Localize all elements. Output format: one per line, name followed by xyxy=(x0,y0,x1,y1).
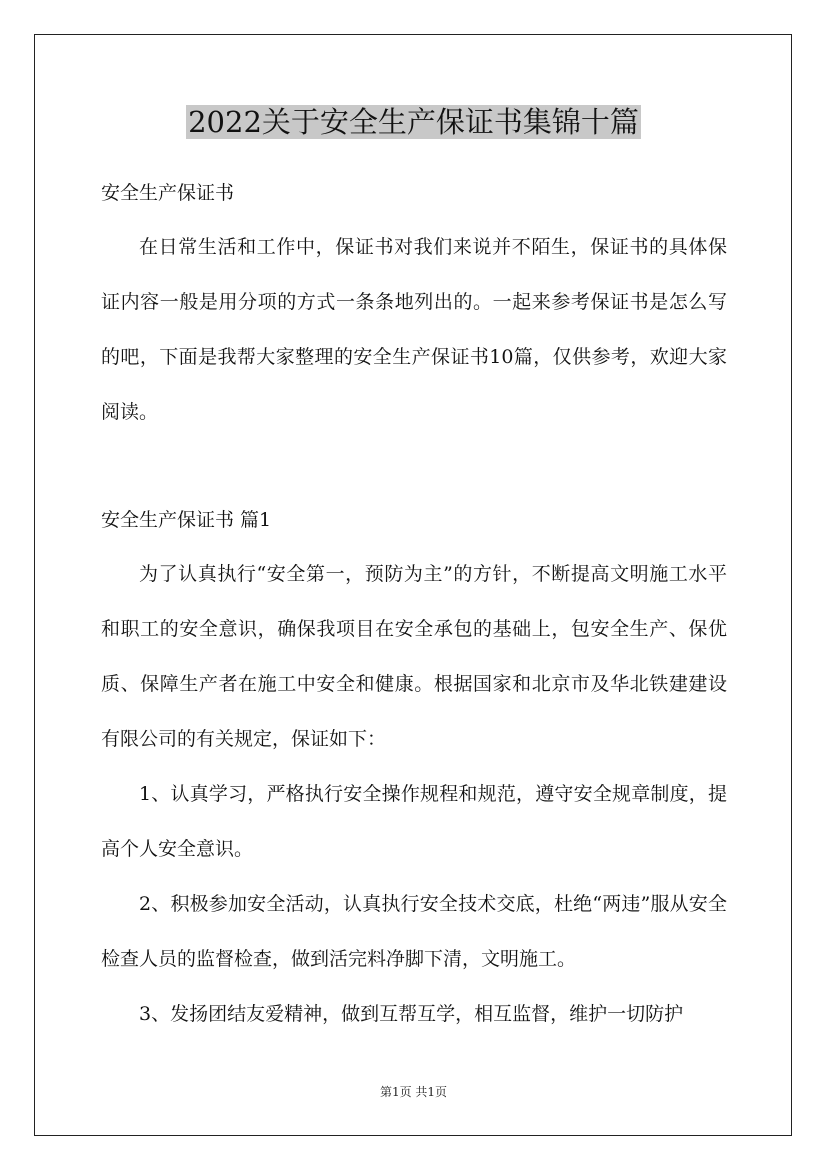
paragraph-item-2: 2、积极参加安全活动，认真执行安全技术交底，杜绝“两违”服从安全检查人员的监督检查，做到活完料净脚下清，文明施工。 xyxy=(101,893,727,970)
paragraph-item-3: 3、发扬团结友爱精神，做到互帮互学，相互监督，维护一切防护 xyxy=(139,1003,684,1025)
document-title-text: 2022关于安全生产保证书集锦十篇 xyxy=(188,105,639,139)
intro-paragraph: 在日常生活和工作中，保证书对我们来说并不陌生，保证书的具体保证内容一般是用分项的方式一条条地列出的。一起来参考保证书是怎么写的吧，下面是我帮大家整理的安全生产保证书10篇，仅供参考，欢迎大家阅读。 xyxy=(101,236,727,423)
section-heading: 安全生产保证书 篇1 xyxy=(101,509,272,531)
document-title xyxy=(0,100,827,144)
paragraph-main: 为了认真执行“安全第一，预防为主”的方针，不断提高文明施工水平和职工的安全意识，确保我项目在安全承包的基础上，包安全生产、保优质、保障生产者在施工中安全和健康。根据国家和北京市及华北铁建建设有限公司的有关规定，保证如下： xyxy=(101,563,727,750)
intro-heading: 安全生产保证书 xyxy=(101,182,235,204)
paragraph-item-1: 1、认真学习，严格执行安全操作规程和规范，遵守安全规章制度，提高个人安全意识。 xyxy=(101,783,727,860)
page-footer: 第1页 共1页 xyxy=(379,1085,448,1099)
